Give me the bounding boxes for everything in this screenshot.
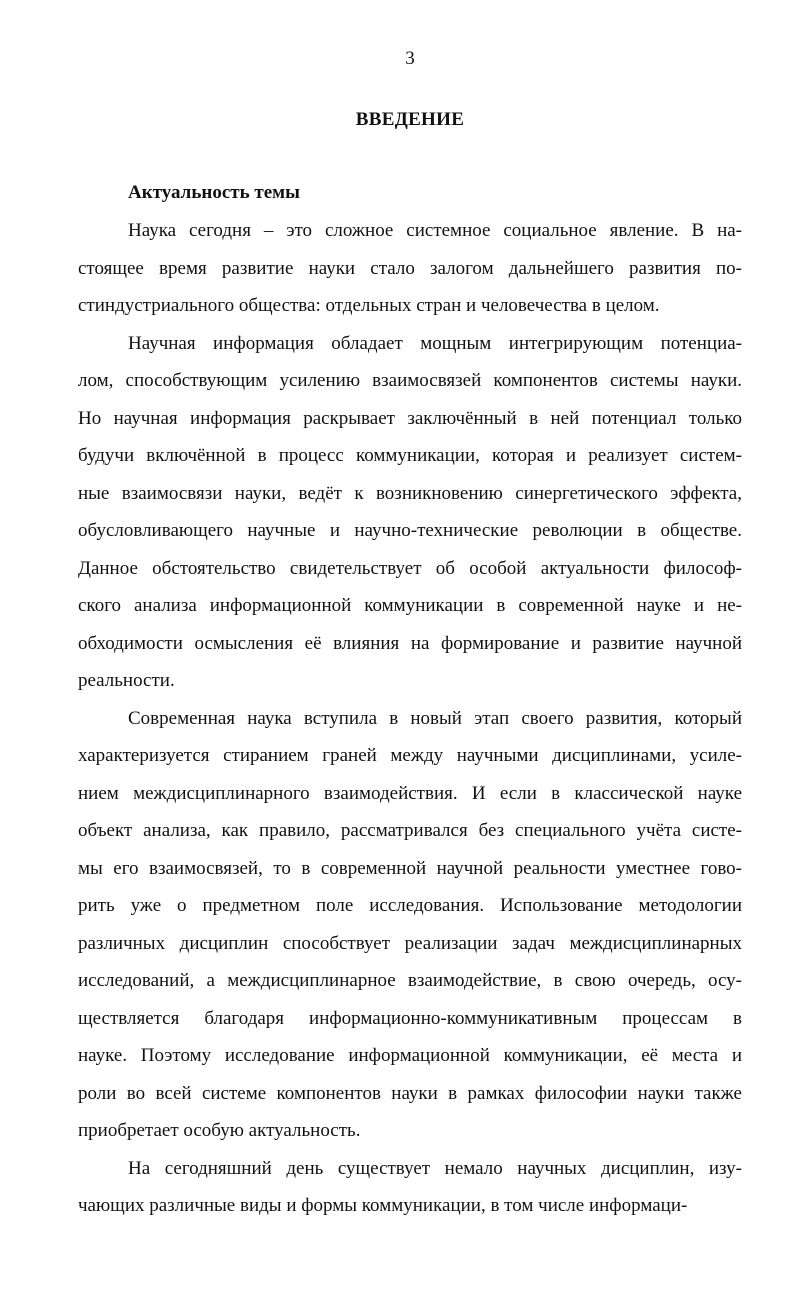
text-line: стиндустриального общества: отдельных стран и человечества в целом. [78, 295, 660, 316]
text-line: роли во всей системе компонентов науки в рамках философии науки также [78, 1082, 742, 1104]
text-line: Научная информация обладает мощным интегрирующим потенциа- [128, 332, 742, 354]
text-line: ществляется благодаря информационно-коммуникативным процессам в [78, 1007, 742, 1029]
text-line: мы его взаимосвязей, то в современной научной реальности уместнее гово- [78, 857, 742, 879]
text-line: Наука сегодня – это сложное системное социальное явление. В на- [128, 220, 742, 241]
paragraph [78, 700, 742, 1150]
paragraph [78, 1150, 742, 1225]
paragraph [78, 212, 742, 325]
paragraph [78, 325, 742, 700]
text-line: лом, способствующим усилению взаимосвязей компонентов системы науки. [78, 370, 742, 391]
body-text [78, 212, 742, 1225]
text-line: нием междисциплинарного взаимодействия. И если в классической науке [78, 782, 742, 804]
text-line: рить уже о предметном поле исследования. Использование методологии [78, 895, 742, 916]
text-line: характеризуется стиранием граней между научными дисциплинами, усиле- [78, 745, 742, 766]
page-number: 3 [405, 48, 415, 69]
text-line: объект анализа, как правило, рассматривался без специального учёта систе- [78, 820, 742, 841]
text-line: ные взаимосвязи науки, ведёт к возникновению синергетического эффекта, [78, 482, 742, 504]
text-line: будучи включённой в процесс коммуникации, которая и реализует систем- [78, 445, 742, 466]
text-line: стоящее время развитие науки стало залогом дальнейшего развития по- [78, 257, 742, 279]
text-line: науке. Поэтому исследование информационной коммуникации, её места и [78, 1045, 742, 1066]
text-line: Данное обстоятельство свидетельствует об особой актуальности философ- [78, 557, 742, 579]
text-line: Но научная информация раскрывает заключённый в ней потенциал только [78, 407, 742, 429]
text-line: исследований, а междисциплинарное взаимодействие, в свою очередь, осу- [78, 970, 742, 991]
text-line: На сегодняшний день существует немало научных дисциплин, изу- [128, 1157, 742, 1179]
text-line: Современная наука вступила в новый этап своего развития, который [128, 707, 742, 729]
text-line: чающих различные виды и формы коммуникации, в том числе информаци- [78, 1195, 688, 1216]
text-line: реальности. [78, 670, 175, 691]
text-line: различных дисциплин способствует реализации задач междисциплинарных [78, 932, 742, 954]
text-line: приобретает особую актуальность. [78, 1120, 361, 1141]
chapter-title: ВВЕДЕНИЕ [355, 109, 465, 130]
section-heading: Актуальность темы [128, 182, 300, 203]
text-line: обусловливающего научные и научно-технические революции в обществе. [78, 520, 742, 541]
text-line: ского анализа информационной коммуникации в современной науке и не- [78, 595, 742, 616]
text-line: обходимости осмысления её влияния на формирование и развитие научной [78, 632, 742, 654]
